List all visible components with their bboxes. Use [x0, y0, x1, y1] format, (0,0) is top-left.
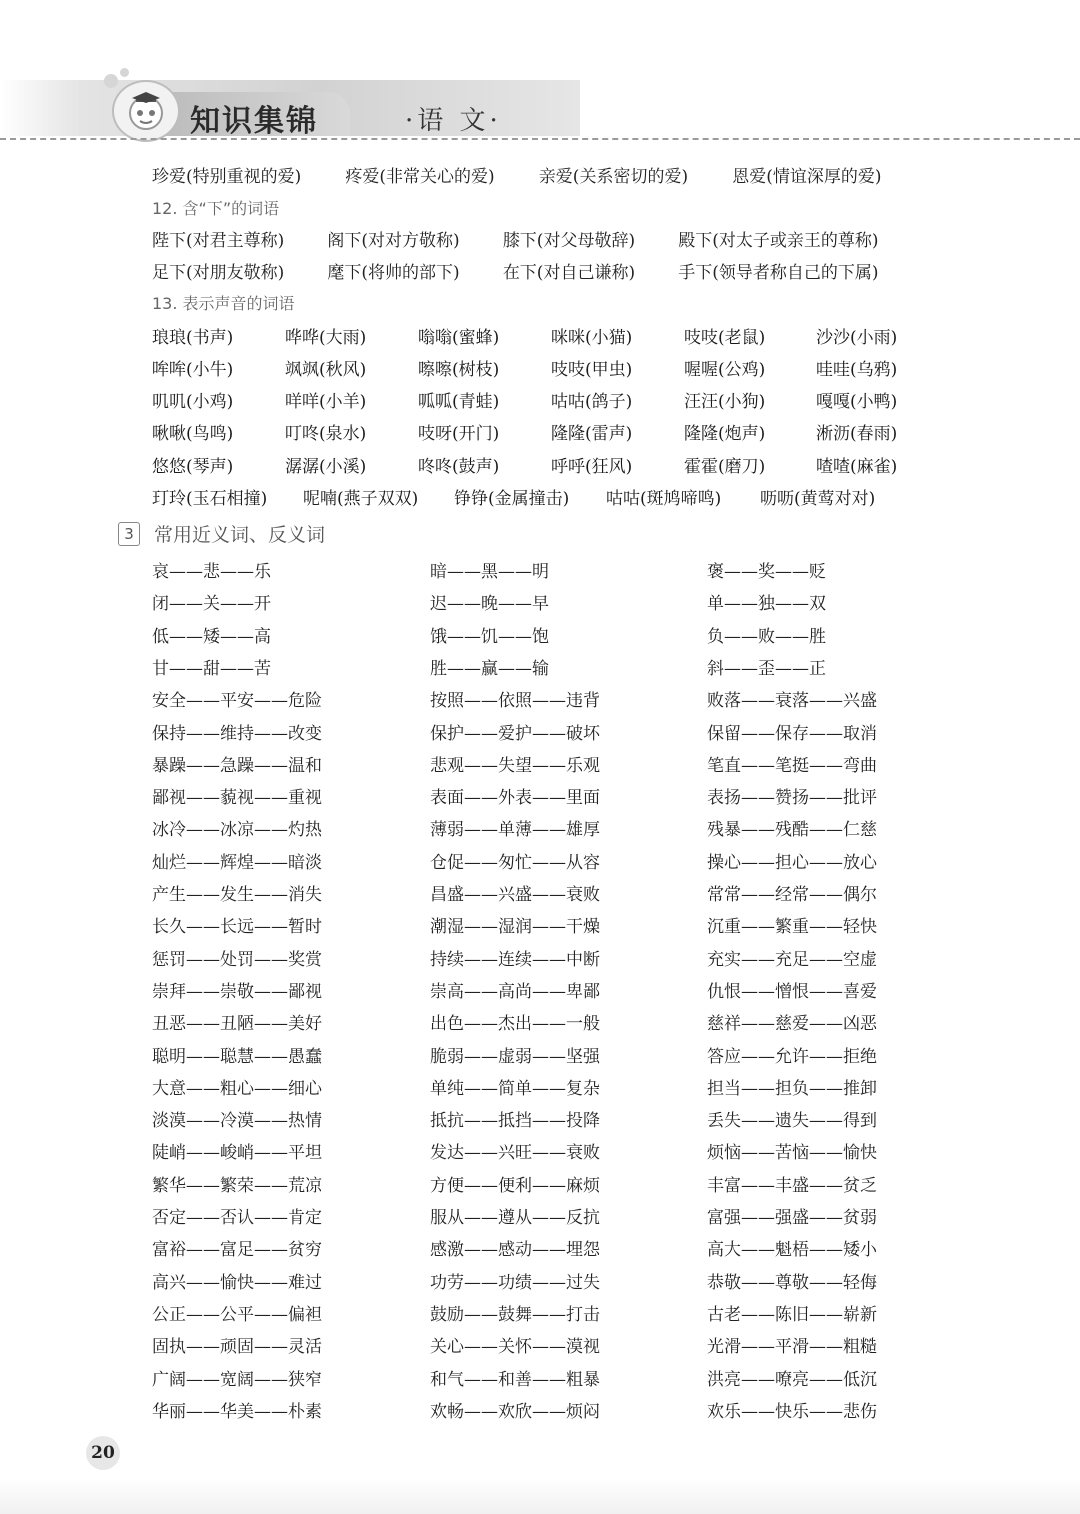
book-mascot-logo [112, 80, 180, 142]
synonym-antonym-item: 暴躁——急躁——温和 [152, 756, 322, 776]
list-item: 咕咕(鸽子) [551, 392, 633, 412]
synonym-antonym-item: 胜——赢——输 [430, 659, 549, 679]
list-item: 呼呼(狂风) [551, 457, 633, 477]
synonym-antonym-item: 聪明——聪慧——愚蠢 [152, 1047, 322, 1067]
synonym-antonym-item: 烦恼——苦恼——愉快 [707, 1143, 877, 1163]
synonym-antonym-item: 安全——平安——危险 [152, 691, 322, 711]
synonym-antonym-item: 操心——担心——放心 [707, 853, 877, 873]
synonym-antonym-item: 持续——连续——中断 [430, 950, 600, 970]
synonym-antonym-item: 负——败——胜 [707, 627, 826, 647]
synonym-antonym-item: 欢乐——快乐——悲伤 [707, 1402, 877, 1422]
synonym-antonym-item: 沉重——繁重——轻快 [707, 917, 877, 937]
list-item: 喳喳(麻雀) [816, 457, 898, 477]
list-item: 足下(对朋友敬称) [152, 263, 285, 283]
header-subject: ·语 文· [405, 106, 502, 136]
list-item: 玎玲(玉石相撞) [152, 489, 268, 509]
list-item: 汪汪(小狗) [684, 392, 766, 412]
synonym-antonym-item: 欢畅——欢欣——烦闷 [430, 1402, 600, 1422]
list-item: 喔喔(公鸡) [684, 360, 766, 380]
synonym-antonym-item: 崇高——高尚——卑鄙 [430, 982, 600, 1002]
list-item: 吱呀(开门) [418, 424, 500, 444]
synonym-antonym-item: 感激——感动——埋怨 [430, 1240, 600, 1260]
synonym-antonym-item: 仓促——匆忙——从容 [430, 853, 600, 873]
list-item: 吱吱(甲虫) [551, 360, 633, 380]
synonym-antonym-item: 关心——关怀——漠视 [430, 1337, 600, 1357]
synonym-antonym-item: 洪亮——嘹亮——低沉 [707, 1370, 877, 1390]
list-item: 叽叽(小鸡) [152, 392, 234, 412]
list-item: 哗哗(大雨) [285, 328, 367, 348]
synonym-antonym-item: 华丽——华美——朴素 [152, 1402, 322, 1422]
synonym-antonym-item: 淡漠——冷漠——热情 [152, 1111, 322, 1131]
section-3-heading [118, 520, 325, 547]
decor-dot [120, 68, 129, 77]
synonym-antonym-item: 按照——依照——违背 [430, 691, 600, 711]
synonym-antonym-item: 慈祥——慈爱——凶恶 [707, 1014, 877, 1034]
synonym-antonym-item: 丢失——遗失——得到 [707, 1111, 877, 1131]
synonym-antonym-item: 迟——晚——早 [430, 594, 549, 614]
section-13-heading: 13. 表示声音的词语 [152, 294, 295, 313]
synonym-antonym-item: 单——独——双 [707, 594, 826, 614]
synonym-antonym-item: 灿烂——辉煌——暗淡 [152, 853, 322, 873]
synonym-antonym-item: 保护——爱护——破坏 [430, 724, 600, 744]
synonym-antonym-item: 饿——饥——饱 [430, 627, 549, 647]
synonym-antonym-item: 惩罚——处罚——奖赏 [152, 950, 322, 970]
synonym-antonym-item: 保持——维持——改变 [152, 724, 322, 744]
synonym-antonym-item: 大意——粗心——细心 [152, 1079, 322, 1099]
list-item: 呢喃(燕子双双) [303, 489, 419, 509]
synonym-antonym-item: 冰冷——冰凉——灼热 [152, 820, 322, 840]
synonym-antonym-item: 古老——陈旧——崭新 [707, 1305, 877, 1325]
synonym-antonym-item: 笔直——笔挺——弯曲 [707, 756, 877, 776]
decor-dot [104, 74, 118, 88]
list-item: 咕咕(斑鸠啼鸣) [606, 489, 722, 509]
synonym-antonym-item: 公正——公平——偏袒 [152, 1305, 322, 1325]
section-12-row [152, 226, 878, 251]
list-item: 殿下(对太子或亲王的尊称) [678, 231, 879, 251]
list-item: 膝下(对父母敬辞) [502, 231, 636, 251]
synonym-antonym-item: 发达——兴旺——衰败 [430, 1143, 600, 1163]
list-item: 手下(领导者称自己的下属) [678, 263, 879, 283]
synonym-antonym-item: 崇拜——崇敬——鄙视 [152, 982, 322, 1002]
list-item: 呖呖(黄莺对对) [760, 489, 876, 509]
list-item: 隆隆(炮声) [684, 424, 766, 444]
synonym-antonym-item: 答应——允许——拒绝 [707, 1047, 877, 1067]
list-item: 嚓嚓(树枝) [418, 360, 500, 380]
synonym-antonym-item: 暗——黑——明 [430, 562, 549, 582]
list-item: 陛下(对君主尊称) [152, 231, 285, 251]
synonym-antonym-item: 脆弱——虚弱——坚强 [430, 1047, 600, 1067]
synonym-antonym-item: 斜——歪——正 [707, 659, 826, 679]
synonym-antonym-item: 高兴——愉快——难过 [152, 1273, 322, 1293]
footer-shade [0, 1478, 1080, 1514]
list-item: 亲爱(关系密切的爱) [538, 167, 689, 187]
synonym-antonym-item: 担当——担负——推卸 [707, 1079, 877, 1099]
list-item: 铮铮(金属撞击) [454, 489, 570, 509]
list-item: 疼爱(非常关心的爱) [345, 167, 495, 187]
synonym-antonym-item: 保留——保存——取消 [707, 724, 877, 744]
synonym-antonym-item: 服从——遵从——反抗 [430, 1208, 600, 1228]
synonym-antonym-item: 闭——关——开 [152, 594, 271, 614]
synonym-antonym-item: 光滑——平滑——粗糙 [707, 1337, 877, 1357]
synonym-antonym-item: 褒——奖——贬 [707, 562, 826, 582]
synonym-antonym-item: 常常——经常——偶尔 [707, 885, 877, 905]
synonym-antonym-item: 充实——充足——空虚 [707, 950, 877, 970]
synonym-antonym-item: 薄弱——单薄——雄厚 [430, 820, 600, 840]
list-item: 淅沥(春雨) [816, 424, 898, 444]
synonym-antonym-item: 仇恨——憎恨——喜爱 [707, 982, 877, 1002]
synonym-antonym-item: 富强——强盛——贫弱 [707, 1208, 877, 1228]
list-item: 哞哞(小牛) [152, 360, 234, 380]
section-number-badge: 3 [118, 522, 140, 546]
list-item: 琅琅(书声) [152, 328, 234, 348]
section-12-heading: 12. 含“下”的词语 [152, 199, 280, 218]
synonym-antonym-item: 否定——否认——肯定 [152, 1208, 322, 1228]
page-number: 20 [86, 1436, 120, 1470]
synonym-antonym-item: 表面——外表——里面 [430, 788, 600, 808]
mascot-icon [124, 91, 168, 131]
list-item: 珍爱(特别重视的爱) [152, 167, 302, 187]
synonym-antonym-item: 固执——顽固——灵活 [152, 1337, 322, 1357]
list-item: 沙沙(小雨) [816, 328, 898, 348]
synonym-antonym-item: 繁华——繁荣——荒凉 [152, 1176, 322, 1196]
synonym-antonym-item: 恭敬——尊敬——轻侮 [707, 1273, 877, 1293]
synonym-antonym-item: 哀——悲——乐 [152, 562, 271, 582]
synonym-antonym-item: 残暴——残酷——仁慈 [707, 820, 877, 840]
list-item: 咩咩(小羊) [285, 392, 367, 412]
synonym-antonym-item: 鼓励——鼓舞——打击 [430, 1305, 600, 1325]
list-item: 悠悠(琴声) [152, 457, 234, 477]
list-item: 恩爱(情谊深厚的爱) [732, 167, 882, 187]
synonym-antonym-item: 丰富——丰盛——贫乏 [707, 1176, 877, 1196]
list-item: 潺潺(小溪) [285, 457, 367, 477]
synonym-antonym-item: 出色——杰出——一般 [430, 1014, 600, 1034]
synonym-antonym-item: 悲观——失望——乐观 [430, 756, 600, 776]
synonym-antonym-item: 高大——魁梧——矮小 [707, 1240, 877, 1260]
synonym-antonym-item: 富裕——富足——贫穷 [152, 1240, 322, 1260]
list-item: 阁下(对对方敬称) [327, 231, 460, 251]
synonym-antonym-item: 表扬——赞扬——批评 [707, 788, 877, 808]
section-12-row [152, 258, 878, 283]
synonym-antonym-item: 和气——和善——粗暴 [430, 1370, 600, 1390]
header-title: 知识集锦 [190, 104, 318, 139]
list-item: 隆隆(雷声) [551, 424, 633, 444]
synonym-antonym-item: 广阔——宽阔——狭窄 [152, 1370, 322, 1390]
list-item: 飒飒(秋风) [285, 360, 367, 380]
section-title: 常用近义词、反义词 [154, 524, 326, 546]
synonym-antonym-item: 单纯——简单——复杂 [430, 1079, 600, 1099]
header-divider [0, 138, 1080, 140]
synonym-antonym-item: 陡峭——峻峭——平坦 [152, 1143, 322, 1163]
synonym-antonym-item: 败落——衰落——兴盛 [707, 691, 877, 711]
synonym-antonym-item: 长久——长远——暂时 [152, 917, 322, 937]
list-item: 吱吱(老鼠) [684, 328, 766, 348]
synonym-antonym-item: 甘——甜——苦 [152, 659, 271, 679]
list-item: 啾啾(鸟鸣) [152, 424, 234, 444]
synonym-antonym-item: 昌盛——兴盛——衰败 [430, 885, 600, 905]
synonym-antonym-item: 潮湿——湿润——干燥 [430, 917, 600, 937]
list-item: 咚咚(鼓声) [418, 457, 500, 477]
synonym-antonym-item: 丑恶——丑陋——美好 [152, 1014, 322, 1034]
synonym-antonym-item: 抵抗——抵挡——投降 [430, 1111, 600, 1131]
list-item: 霍霍(磨刀) [684, 457, 766, 477]
list-item: 叮咚(泉水) [285, 424, 367, 444]
list-item: 在下(对自己谦称) [502, 263, 636, 283]
list-item: 哇哇(乌鸦) [816, 360, 898, 380]
synonym-antonym-item: 产生——发生——消失 [152, 885, 322, 905]
list-item: 呱呱(青蛙) [418, 392, 500, 412]
list-item: 嘎嘎(小鸭) [816, 392, 898, 412]
synonym-antonym-item: 低——矮——高 [152, 627, 271, 647]
praise-row [152, 162, 881, 187]
list-item: 麾下(将帅的部下) [327, 263, 460, 283]
list-item: 咪咪(小猫) [551, 328, 633, 348]
synonym-antonym-item: 方便——便利——麻烦 [430, 1176, 600, 1196]
synonym-antonym-item: 功劳——功绩——过失 [430, 1273, 600, 1293]
synonym-antonym-item: 鄙视——藐视——重视 [152, 788, 322, 808]
list-item: 嗡嗡(蜜蜂) [418, 328, 500, 348]
